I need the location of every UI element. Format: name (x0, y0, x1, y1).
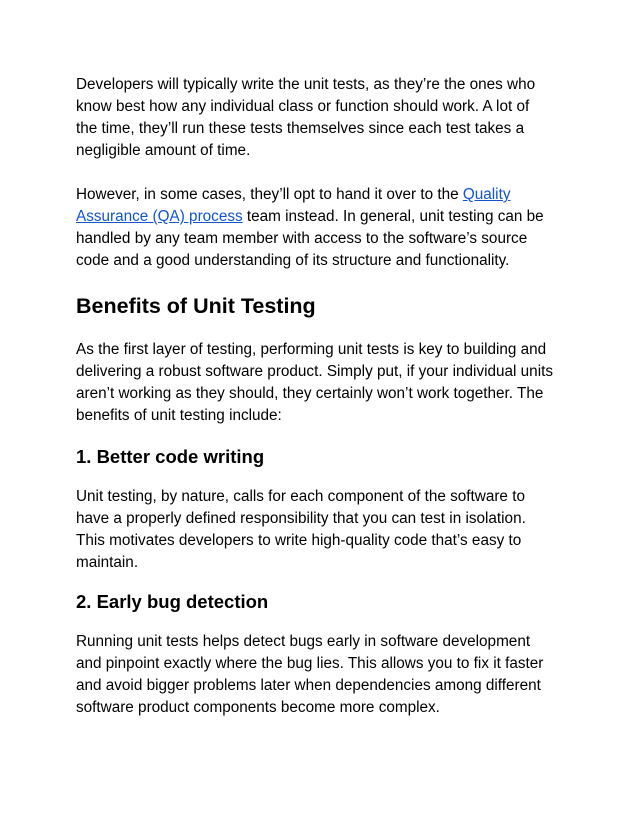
text-line: aren’t working as they should, they certainly won’t work together. The (76, 385, 544, 402)
paragraph-early-bug-detection (76, 631, 576, 719)
text-line: As the first layer of testing, performing unit tests is key to building and (76, 341, 547, 358)
text-line: This motivates developers to write high-quality code that’s easy to (76, 532, 522, 549)
text-line: the time, they’ll run these tests themselves since each test takes a (76, 120, 525, 137)
link-text[interactable]: Quality (462, 186, 511, 203)
paragraph-better-code-writing (76, 486, 576, 574)
text-line: Developers will typically write the unit tests, as they’re the ones who (76, 76, 536, 93)
text-line: know best how any individual class or function should work. A lot of (76, 98, 530, 115)
text-line: team instead. In general, unit testing can be (242, 208, 544, 225)
paragraph-qa-handoff (76, 184, 576, 272)
subheading-early-bug-detection: 2. Early bug detection (76, 591, 269, 612)
paragraph-unit-test-authors (76, 74, 576, 162)
section-heading-benefits: Benefits of Unit Testing (76, 294, 316, 318)
link-text[interactable]: Assurance (QA) process (76, 208, 243, 225)
text-line: delivering a robust software product. Simply put, if your individual units (76, 363, 553, 380)
text-line: software product components become more complex. (76, 699, 440, 716)
text-line: However, in some cases, they’ll opt to hand it over to the (76, 186, 463, 203)
text-line: maintain. (76, 554, 139, 571)
text-line: code and a good understanding of its structure and functionality. (76, 252, 510, 269)
text-line: have a properly defined responsibility that you can test in isolation. (76, 510, 526, 527)
text-line: benefits of unit testing include: (76, 407, 282, 424)
text-line: and pinpoint exactly where the bug lies. This allows you to fix it faster (76, 655, 544, 672)
text-line: handled by any team member with access to the software’s source (76, 230, 528, 247)
subheading-better-code-writing: 1. Better code writing (76, 446, 265, 467)
text-line: Running unit tests helps detect bugs early in software development (76, 633, 531, 650)
paragraph-benefits-intro (76, 339, 576, 427)
document-page (76, 74, 576, 719)
text-line: Unit testing, by nature, calls for each component of the software to (76, 488, 525, 505)
text-line: negligible amount of time. (76, 142, 251, 159)
text-line: and avoid bigger problems later when dependencies among different (76, 677, 541, 694)
